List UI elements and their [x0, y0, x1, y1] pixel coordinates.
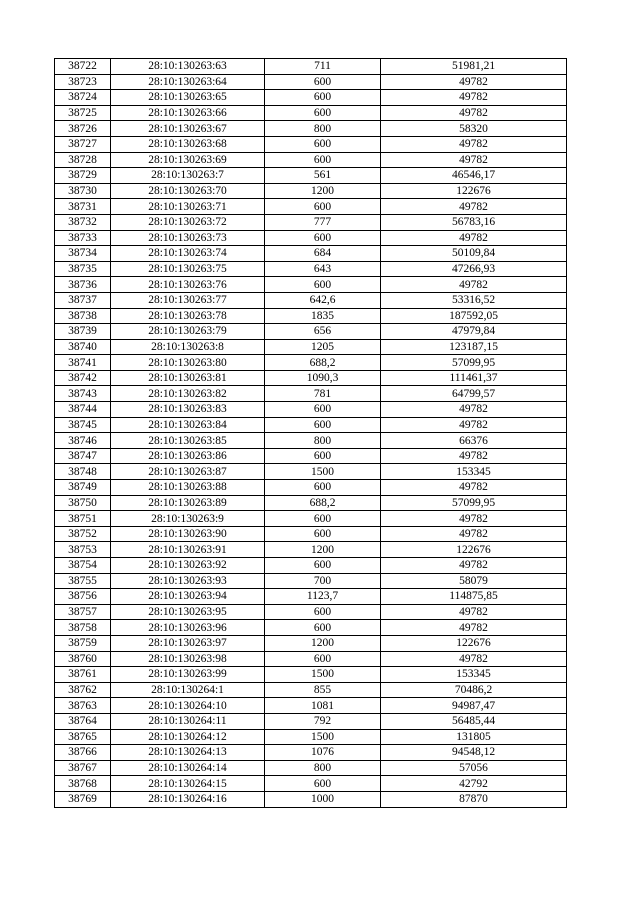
cadastral-number-cell: 28:10:130263:98: [111, 651, 265, 667]
area-cell: 800: [265, 760, 381, 776]
value-cell: 49782: [381, 448, 567, 464]
row-number-cell: 38742: [55, 370, 111, 386]
table-row: [55, 682, 567, 698]
value-cell: 64799,57: [381, 386, 567, 402]
row-number-cell: 38727: [55, 136, 111, 152]
value-cell: 49782: [381, 74, 567, 90]
row-number-cell: 38767: [55, 760, 111, 776]
value-cell: 49782: [381, 480, 567, 496]
row-number-cell: 38743: [55, 386, 111, 402]
table-row: [55, 480, 567, 496]
area-cell: 800: [265, 121, 381, 137]
cadastral-number-cell: 28:10:130263:95: [111, 604, 265, 620]
cadastral-number-cell: 28:10:130264:12: [111, 729, 265, 745]
row-number-cell: 38726: [55, 121, 111, 137]
row-number-cell: 38733: [55, 230, 111, 246]
value-cell: 49782: [381, 558, 567, 574]
area-cell: 600: [265, 230, 381, 246]
cadastral-table: [54, 58, 567, 808]
cadastral-number-cell: 28:10:130263:88: [111, 480, 265, 496]
area-cell: 600: [265, 402, 381, 418]
area-cell: 1123,7: [265, 589, 381, 605]
value-cell: 94987,47: [381, 698, 567, 714]
row-number-cell: 38723: [55, 74, 111, 90]
value-cell: 111461,37: [381, 370, 567, 386]
value-cell: 153345: [381, 464, 567, 480]
cadastral-number-cell: 28:10:130263:74: [111, 246, 265, 262]
row-number-cell: 38753: [55, 542, 111, 558]
table-row: [55, 168, 567, 184]
table-row: [55, 495, 567, 511]
value-cell: 187592,05: [381, 308, 567, 324]
table-row: [55, 433, 567, 449]
table-row: [55, 59, 567, 75]
value-cell: 51981,21: [381, 59, 567, 75]
row-number-cell: 38745: [55, 417, 111, 433]
cadastral-number-cell: 28:10:130264:14: [111, 760, 265, 776]
table-row: [55, 698, 567, 714]
cadastral-number-cell: 28:10:130263:72: [111, 214, 265, 230]
cadastral-number-cell: 28:10:130264:11: [111, 713, 265, 729]
table-row: [55, 745, 567, 761]
value-cell: 49782: [381, 277, 567, 293]
value-cell: 47979,84: [381, 324, 567, 340]
area-cell: 1090,3: [265, 370, 381, 386]
row-number-cell: 38748: [55, 464, 111, 480]
row-number-cell: 38757: [55, 604, 111, 620]
table-body: [55, 59, 567, 808]
table-row: [55, 760, 567, 776]
cadastral-number-cell: 28:10:130263:63: [111, 59, 265, 75]
table-row: [55, 292, 567, 308]
row-number-cell: 38737: [55, 292, 111, 308]
row-number-cell: 38741: [55, 355, 111, 371]
cadastral-number-cell: 28:10:130263:66: [111, 105, 265, 121]
area-cell: 643: [265, 261, 381, 277]
cadastral-number-cell: 28:10:130263:76: [111, 277, 265, 293]
area-cell: 1500: [265, 729, 381, 745]
row-number-cell: 38736: [55, 277, 111, 293]
area-cell: 600: [265, 199, 381, 215]
area-cell: 1200: [265, 635, 381, 651]
cadastral-number-cell: 28:10:130263:94: [111, 589, 265, 605]
row-number-cell: 38729: [55, 168, 111, 184]
table-row: [55, 230, 567, 246]
table-row: [55, 589, 567, 605]
row-number-cell: 38732: [55, 214, 111, 230]
area-cell: 600: [265, 90, 381, 106]
value-cell: 58320: [381, 121, 567, 137]
area-cell: 1200: [265, 183, 381, 199]
value-cell: 58079: [381, 573, 567, 589]
area-cell: 656: [265, 324, 381, 340]
area-cell: 600: [265, 558, 381, 574]
row-number-cell: 38755: [55, 573, 111, 589]
cadastral-number-cell: 28:10:130263:67: [111, 121, 265, 137]
value-cell: 46546,17: [381, 168, 567, 184]
cadastral-number-cell: 28:10:130263:80: [111, 355, 265, 371]
value-cell: 50109,84: [381, 246, 567, 262]
table-row: [55, 261, 567, 277]
table-row: [55, 214, 567, 230]
table-row: [55, 152, 567, 168]
area-cell: 600: [265, 604, 381, 620]
value-cell: 53316,52: [381, 292, 567, 308]
cadastral-number-cell: 28:10:130263:71: [111, 199, 265, 215]
cadastral-number-cell: 28:10:130264:10: [111, 698, 265, 714]
value-cell: 114875,85: [381, 589, 567, 605]
row-number-cell: 38764: [55, 713, 111, 729]
row-number-cell: 38728: [55, 152, 111, 168]
cadastral-number-cell: 28:10:130263:92: [111, 558, 265, 574]
cadastral-number-cell: 28:10:130263:75: [111, 261, 265, 277]
row-number-cell: 38749: [55, 480, 111, 496]
table-row: [55, 776, 567, 792]
table-row: [55, 558, 567, 574]
cadastral-number-cell: 28:10:130263:84: [111, 417, 265, 433]
area-cell: 600: [265, 74, 381, 90]
value-cell: 47266,93: [381, 261, 567, 277]
row-number-cell: 38766: [55, 745, 111, 761]
value-cell: 87870: [381, 791, 567, 807]
cadastral-number-cell: 28:10:130263:86: [111, 448, 265, 464]
cadastral-number-cell: 28:10:130263:85: [111, 433, 265, 449]
value-cell: 122676: [381, 635, 567, 651]
row-number-cell: 38734: [55, 246, 111, 262]
table-row: [55, 105, 567, 121]
table-row: [55, 121, 567, 137]
area-cell: 800: [265, 433, 381, 449]
row-number-cell: 38750: [55, 495, 111, 511]
cadastral-number-cell: 28:10:130263:73: [111, 230, 265, 246]
row-number-cell: 38761: [55, 667, 111, 683]
row-number-cell: 38762: [55, 682, 111, 698]
value-cell: 49782: [381, 511, 567, 527]
row-number-cell: 38730: [55, 183, 111, 199]
cadastral-number-cell: 28:10:130263:81: [111, 370, 265, 386]
table-row: [55, 324, 567, 340]
area-cell: 600: [265, 417, 381, 433]
row-number-cell: 38747: [55, 448, 111, 464]
row-number-cell: 38725: [55, 105, 111, 121]
row-number-cell: 38763: [55, 698, 111, 714]
row-number-cell: 38769: [55, 791, 111, 807]
row-number-cell: 38738: [55, 308, 111, 324]
area-cell: 600: [265, 448, 381, 464]
area-cell: 777: [265, 214, 381, 230]
table-row: [55, 417, 567, 433]
area-cell: 561: [265, 168, 381, 184]
table-row: [55, 136, 567, 152]
table-row: [55, 448, 567, 464]
cadastral-number-cell: 28:10:130263:64: [111, 74, 265, 90]
row-number-cell: 38746: [55, 433, 111, 449]
value-cell: 49782: [381, 402, 567, 418]
row-number-cell: 38768: [55, 776, 111, 792]
cadastral-number-cell: 28:10:130263:83: [111, 402, 265, 418]
cadastral-number-cell: 28:10:130263:78: [111, 308, 265, 324]
table-row: [55, 386, 567, 402]
table-row: [55, 729, 567, 745]
table-row: [55, 791, 567, 807]
row-number-cell: 38758: [55, 620, 111, 636]
cadastral-number-cell: 28:10:130263:7: [111, 168, 265, 184]
cadastral-number-cell: 28:10:130263:96: [111, 620, 265, 636]
cadastral-number-cell: 28:10:130263:89: [111, 495, 265, 511]
table-row: [55, 308, 567, 324]
table-row: [55, 199, 567, 215]
table-row: [55, 526, 567, 542]
value-cell: 49782: [381, 526, 567, 542]
cadastral-number-cell: 28:10:130263:90: [111, 526, 265, 542]
area-cell: 600: [265, 480, 381, 496]
area-cell: 1000: [265, 791, 381, 807]
cadastral-number-cell: 28:10:130264:15: [111, 776, 265, 792]
area-cell: 600: [265, 526, 381, 542]
value-cell: 49782: [381, 105, 567, 121]
table-row: [55, 90, 567, 106]
area-cell: 700: [265, 573, 381, 589]
table-row: [55, 339, 567, 355]
area-cell: 688,2: [265, 355, 381, 371]
cadastral-number-cell: 28:10:130264:1: [111, 682, 265, 698]
area-cell: 600: [265, 651, 381, 667]
row-number-cell: 38744: [55, 402, 111, 418]
area-cell: 855: [265, 682, 381, 698]
area-cell: 781: [265, 386, 381, 402]
area-cell: 600: [265, 105, 381, 121]
row-number-cell: 38735: [55, 261, 111, 277]
area-cell: 711: [265, 59, 381, 75]
table-row: [55, 183, 567, 199]
area-cell: 600: [265, 277, 381, 293]
row-number-cell: 38731: [55, 199, 111, 215]
value-cell: 57056: [381, 760, 567, 776]
value-cell: 49782: [381, 230, 567, 246]
cadastral-number-cell: 28:10:130263:68: [111, 136, 265, 152]
value-cell: 49782: [381, 604, 567, 620]
cadastral-number-cell: 28:10:130264:16: [111, 791, 265, 807]
cadastral-number-cell: 28:10:130263:93: [111, 573, 265, 589]
cadastral-number-cell: 28:10:130263:70: [111, 183, 265, 199]
area-cell: 1500: [265, 667, 381, 683]
cadastral-number-cell: 28:10:130263:65: [111, 90, 265, 106]
value-cell: 49782: [381, 417, 567, 433]
table-row: [55, 635, 567, 651]
row-number-cell: 38724: [55, 90, 111, 106]
cadastral-number-cell: 28:10:130263:8: [111, 339, 265, 355]
area-cell: 792: [265, 713, 381, 729]
area-cell: 1081: [265, 698, 381, 714]
table-row: [55, 713, 567, 729]
row-number-cell: 38739: [55, 324, 111, 340]
value-cell: 56485,44: [381, 713, 567, 729]
area-cell: 600: [265, 136, 381, 152]
area-cell: 684: [265, 246, 381, 262]
cadastral-number-cell: 28:10:130263:97: [111, 635, 265, 651]
row-number-cell: 38759: [55, 635, 111, 651]
area-cell: 600: [265, 776, 381, 792]
value-cell: 49782: [381, 620, 567, 636]
value-cell: 57099,95: [381, 355, 567, 371]
row-number-cell: 38754: [55, 558, 111, 574]
cadastral-number-cell: 28:10:130263:87: [111, 464, 265, 480]
cadastral-number-cell: 28:10:130263:91: [111, 542, 265, 558]
cadastral-number-cell: 28:10:130263:69: [111, 152, 265, 168]
value-cell: 49782: [381, 651, 567, 667]
area-cell: 1835: [265, 308, 381, 324]
value-cell: 122676: [381, 542, 567, 558]
value-cell: 66376: [381, 433, 567, 449]
table-row: [55, 402, 567, 418]
area-cell: 600: [265, 152, 381, 168]
area-cell: 1076: [265, 745, 381, 761]
cadastral-number-cell: 28:10:130264:13: [111, 745, 265, 761]
table-row: [55, 620, 567, 636]
table-row: [55, 74, 567, 90]
area-cell: 1500: [265, 464, 381, 480]
value-cell: 49782: [381, 152, 567, 168]
table-row: [55, 667, 567, 683]
table-row: [55, 651, 567, 667]
area-cell: 600: [265, 511, 381, 527]
row-number-cell: 38765: [55, 729, 111, 745]
value-cell: 49782: [381, 136, 567, 152]
value-cell: 123187,15: [381, 339, 567, 355]
table-row: [55, 370, 567, 386]
row-number-cell: 38722: [55, 59, 111, 75]
table-row: [55, 355, 567, 371]
row-number-cell: 38756: [55, 589, 111, 605]
cadastral-number-cell: 28:10:130263:79: [111, 324, 265, 340]
table-row: [55, 246, 567, 262]
area-cell: 642,6: [265, 292, 381, 308]
value-cell: 94548,12: [381, 745, 567, 761]
row-number-cell: 38740: [55, 339, 111, 355]
value-cell: 49782: [381, 90, 567, 106]
area-cell: 600: [265, 620, 381, 636]
cadastral-number-cell: 28:10:130263:82: [111, 386, 265, 402]
value-cell: 42792: [381, 776, 567, 792]
area-cell: 688,2: [265, 495, 381, 511]
table-row: [55, 277, 567, 293]
row-number-cell: 38752: [55, 526, 111, 542]
value-cell: 131805: [381, 729, 567, 745]
row-number-cell: 38760: [55, 651, 111, 667]
value-cell: 56783,16: [381, 214, 567, 230]
area-cell: 1205: [265, 339, 381, 355]
table-row: [55, 573, 567, 589]
table-row: [55, 542, 567, 558]
value-cell: 122676: [381, 183, 567, 199]
table-row: [55, 464, 567, 480]
value-cell: 153345: [381, 667, 567, 683]
cadastral-number-cell: 28:10:130263:9: [111, 511, 265, 527]
cadastral-number-cell: 28:10:130263:99: [111, 667, 265, 683]
area-cell: 1200: [265, 542, 381, 558]
cadastral-number-cell: 28:10:130263:77: [111, 292, 265, 308]
value-cell: 49782: [381, 199, 567, 215]
row-number-cell: 38751: [55, 511, 111, 527]
table-row: [55, 604, 567, 620]
value-cell: 70486,2: [381, 682, 567, 698]
table-row: [55, 511, 567, 527]
value-cell: 57099,95: [381, 495, 567, 511]
